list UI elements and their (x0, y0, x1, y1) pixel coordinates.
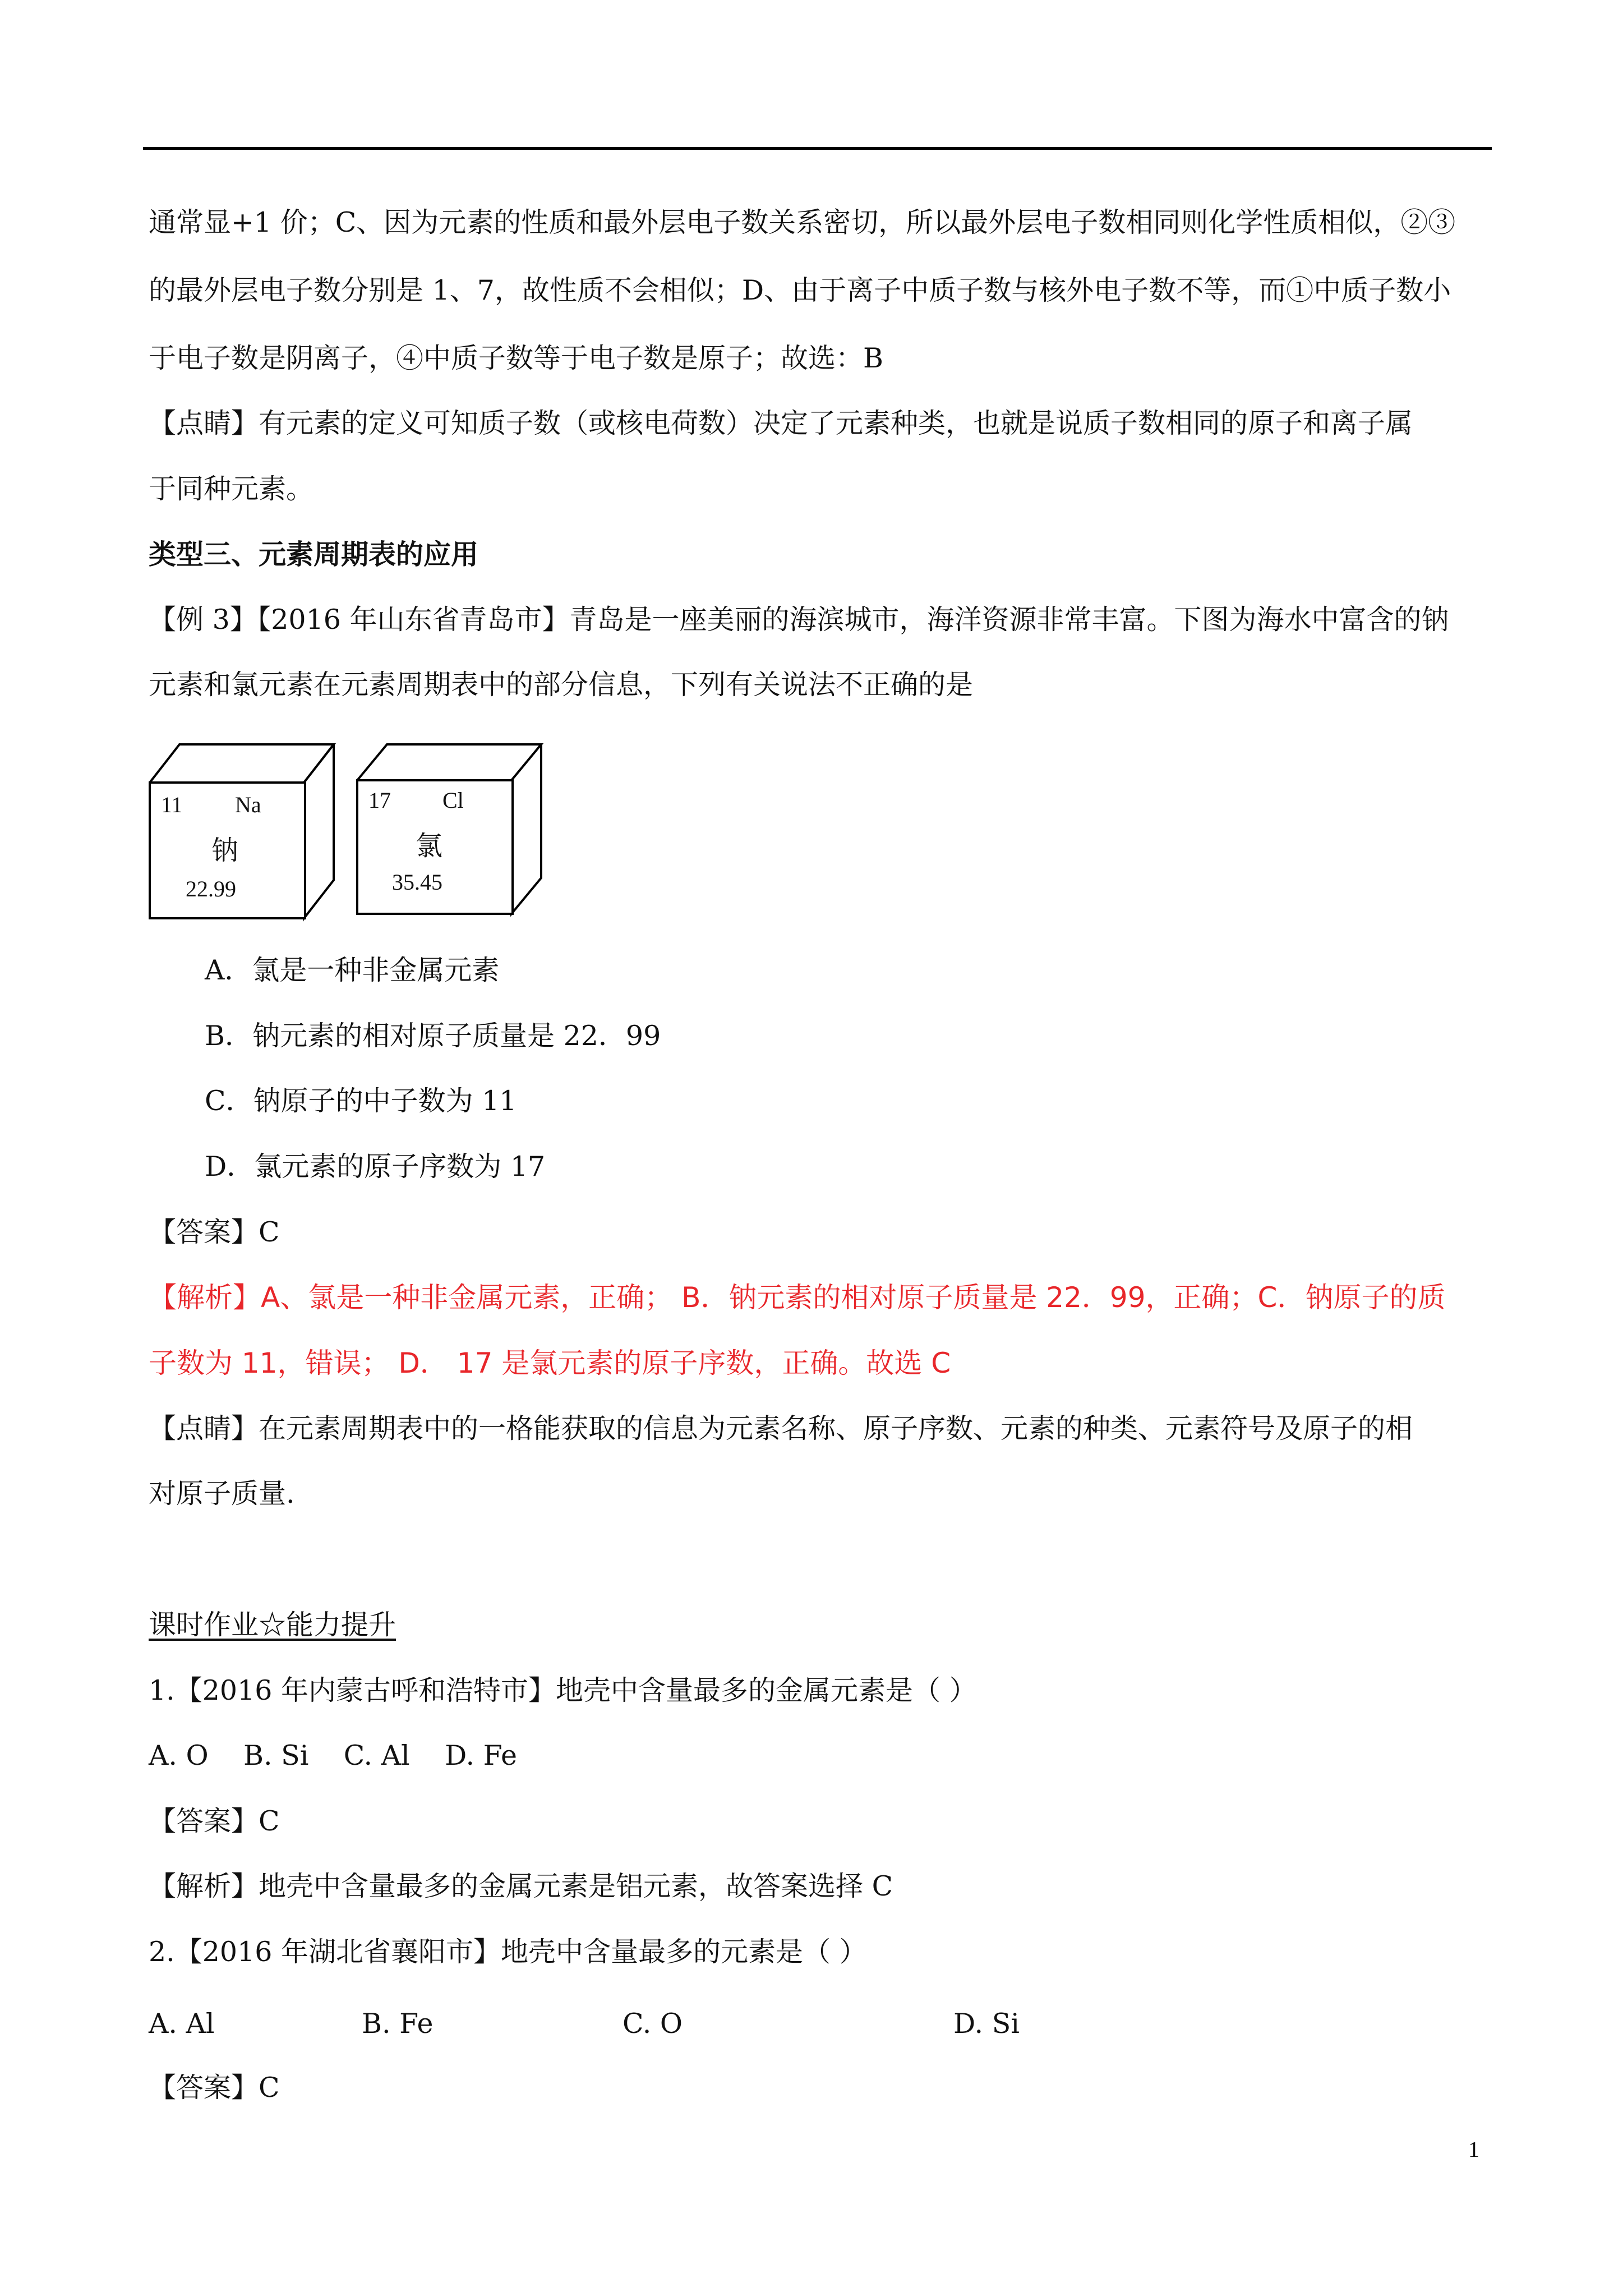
question-1: 1.【2016 年内蒙古呼和浩特市】地壳中含量最多的金属元素是（ ） (149, 1674, 977, 1706)
element-name: 氯 (416, 831, 443, 861)
atomic-mass: 35.45 (392, 869, 442, 895)
example-line: 元素和氯元素在元素周期表中的部分信息，下列有关说法不正确的是 (149, 669, 974, 701)
question-2-choice-a: A. Al (149, 2008, 215, 2040)
atomic-number: 17 (368, 788, 391, 813)
option-b: B．钠元素的相对原子质量是 22．99 (205, 1020, 661, 1052)
question-1-answer: 【答案】C (149, 1805, 280, 1837)
question-1-analysis: 【解析】地壳中含量最多的金属元素是铝元素，故答案选择 C (149, 1870, 893, 1902)
question-1-choices: A. O B. Si C. Al D. Fe (149, 1740, 517, 1772)
body-line: 通常显+1 价；C、因为元素的性质和最外层电子数关系密切，所以最外层电子数相同则化学性质相似，②③ (149, 206, 1456, 238)
question-2-choice-d: D. Si (953, 2008, 1020, 2040)
option-c: C．钠原子的中子数为 11 (205, 1085, 517, 1117)
homework-title: 课时作业☆能力提升 (149, 1609, 396, 1641)
tile-front (149, 781, 306, 919)
atomic-mass: 22.99 (186, 876, 236, 901)
section-title: 类型三、元素周期表的应用 (149, 538, 479, 570)
question-2-answer: 【答案】C (149, 2072, 280, 2104)
question-2-choice-c: C. O (623, 2008, 683, 2040)
note-line: 对原子质量. (149, 1478, 295, 1510)
atomic-number: 11 (161, 792, 183, 817)
option-a: A．氯是一种非金属元素 (205, 954, 500, 986)
element-name: 钠 (211, 836, 239, 866)
question-2: 2.【2016 年湖北省襄阳市】地壳中含量最多的元素是（ ） (149, 1936, 867, 1968)
element-symbol: Cl (442, 788, 464, 813)
page-number: 1 (1468, 2137, 1479, 2162)
tile-front (356, 779, 514, 915)
element-symbol: Na (235, 792, 261, 817)
note-line: 【点睛】在元素周期表中的一格能获取的信息为元素名称、原子序数、元素的种类、元素符号及原子的相 (149, 1412, 1413, 1444)
body-line: 的最外层电子数分别是 1、7，故性质不会相似；D、由于离子中质子数与核外电子数不等，而①中质子数小 (149, 274, 1451, 306)
example-line: 【例 3】【2016 年山东省青岛市】青岛是一座美丽的海滨城市，海洋资源非常丰富。下图为海水中富含的钠 (149, 604, 1449, 636)
note-line: 【点睛】有元素的定义可知质子数（或核电荷数）决定了元素种类，也就是说质子数相同的原子和离子属 (149, 407, 1413, 439)
answer-line: 【答案】C (149, 1216, 280, 1248)
analysis-line-red: 子数为 11，错误； D． 17 是氯元素的原子序数，正确。故选 C (149, 1347, 951, 1379)
body-line: 于电子数是阴离子，④中质子数等于电子数是原子；故选：B (149, 342, 884, 374)
option-d: D．氯元素的原子序数为 17 (205, 1151, 546, 1182)
question-2-choice-b: B. Fe (362, 2008, 434, 2040)
note-line: 于同种元素。 (149, 473, 314, 505)
header-rule (143, 147, 1492, 150)
analysis-line-red: 【解析】A、氯是一种非金属元素，正确； B．钠元素的相对原子质量是 22．99，正确；C．钠原子的质 (149, 1281, 1446, 1314)
